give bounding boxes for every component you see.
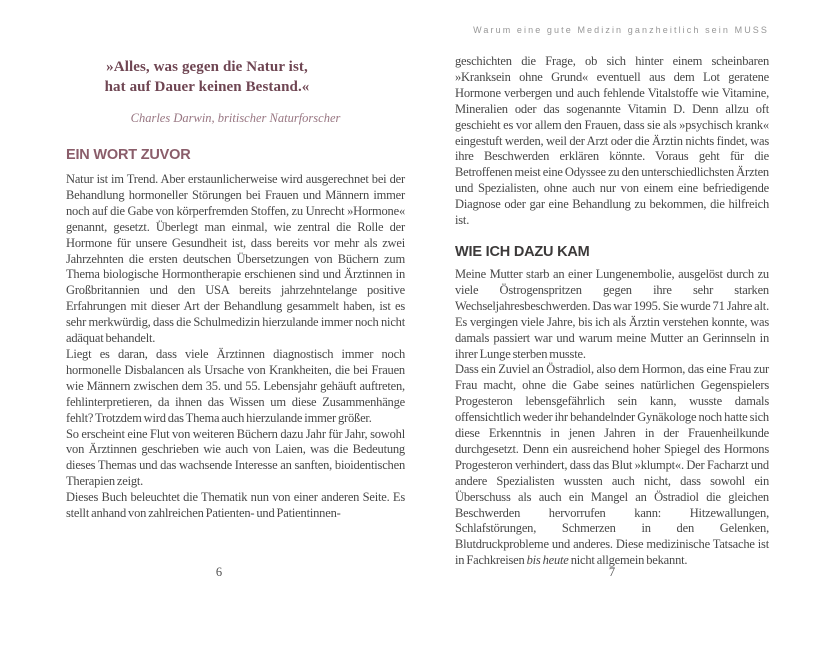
- section-heading-wie-ich-dazu-kam: WIE ICH DAZU KAM: [455, 243, 590, 260]
- paragraph: Dieses Buch beleuchtet die Thematik nun von einer anderen Seite. Es stellt anhand von zahlreichen Patienten- und Patientinnen-: [66, 490, 405, 521]
- page-left: [66, 0, 405, 648]
- page-right: [455, 0, 769, 648]
- running-header: Warum eine gute Medizin ganzheitlich sein MUSS: [473, 25, 769, 35]
- paragraph: Dass ein Zuviel an Östradiol, also dem Hormon, das eine Frau zur Frau macht, ohne die Gabe seines natürlichen Gegenspielers Progesteron lebensgefährlich sein kann, wusste damals offensichtlich weder ihr behandelnder Gynäkologe noch hatte sich diese Erkenntnis in jenen Jahren in der Frauenheilkunde durchgesetzt. Denn ein ausreichend hoher Spiegel des Hormons Progesteron verhindert, dass das Blut »klumpt«. Der Facharzt und andere Spezialisten wussten auch nicht, dass sowohl ein Überschuss als auch ein Mangel an Östradiol die gleichen Beschwerden hervorrufen kann: Hitzewallungen, Schlafstörungen, Schmerzen in den Gelenken, Blutdruckprobleme und anderes. Diese medizinische Tatsache ist in Fachkreisen bis heute nicht allgemein bekannt.: [455, 362, 769, 568]
- body-text-right-bottom: [455, 267, 769, 569]
- epigraph-line-1: »Alles, was gegen die Natur ist,: [106, 59, 308, 75]
- epigraph-quote: [66, 57, 348, 97]
- paragraph: geschichten die Frage, ob sich hinter einem scheinbaren »Kranksein ohne Grund« eventuell aus dem Lot geratene Hormone verbergen und auch fehlende Vitalstoffe wie Vitamine, Mineralien oder das sogenannte Vitamin D. Denn allzu oft geschieht es vor allem den Frauen, dass sie als »psychisch krank« eingestuft werden, weil der Arzt oder die Ärztin nichts findet, was ihre Beschwerden erklären könnte. Voraus geht für die Betroffenen meist eine Odyssee zu den unterschiedlichsten Ärzten und Spezialisten, ohne auch nur von einem eine befriedigende Diagnose oder gar eine Behandlung zu bekommen, die hilfreich ist.: [455, 54, 769, 228]
- paragraph: So erscheint eine Flut von weiteren Büchern dazu Jahr für Jahr, sowohl von Ärztinnen geschrieben wie auch von Laien, was die Bedeutung dieses Themas und das wachsende Interesse an sanften, bioidentischen Therapien zeigt.: [66, 426, 405, 489]
- epigraph-attribution: Charles Darwin, britischer Naturforscher: [130, 111, 341, 125]
- body-text-left: [66, 172, 405, 522]
- section-heading-ein-wort-zuvor: EIN WORT ZUVOR: [66, 147, 191, 163]
- epigraph-line-2: hat auf Dauer keinen Bestand.«: [104, 79, 310, 95]
- paragraph: Natur ist im Trend. Aber erstaunlicherweise wird ausgerechnet bei der Behandlung hormoneller Störungen bei Frauen und Männern immer noch auf die Gabe von körperfremden Stoffen, zu Unrecht »Hormone« genannt, gesetzt. Überlegt man einmal, wie zentral die Rolle der Hormone für unsere Gesundheit ist, dass bereits vor mehr als zwei Jahrzehnten die ersten deutschen Übersetzungen von Büchern zum Thema biologische Hormontherapie erschienen sind und Ärztinnen in Großbritannien und den USA bereits jahrzehntelange positive Erfahrungen mit dieser Art der Behandlung gesammelt haben, ist es sehr merkwürdig, dass die Schulmedizin hierzulande immer noch nicht adäquat behandelt.: [66, 172, 405, 346]
- page-number-right: 7: [608, 565, 616, 579]
- page-number-left: 6: [215, 565, 223, 579]
- paragraph: Liegt es daran, dass viele Ärztinnen diagnostisch immer noch hormonelle Disbalancen als Ursache von Krankheiten, die bei Frauen wie Männern zwischen dem 35. und 55. Lebensjahr gehäuft auftreten, fehlinterpretieren, da ihnen das Wissen um diese Zusammenhänge fehlt? Trotzdem wird das Thema auch hierzulande immer größer.: [66, 346, 405, 425]
- body-text-right-top: [455, 54, 769, 229]
- paragraph: Meine Mutter starb an einer Lungenembolie, ausgelöst durch zu viele Östrogenspritzen gegen ihre sehr starken Wechseljahresbeschwerden. Das war 1995. Sie wurde 71 Jahre alt. Es vergingen viele Jahre, bis ich als Ärztin verstehen konnte, was damals passiert war und warum meine Mutter an Gerinnseln in ihrer Lunge sterben musste.: [455, 266, 769, 361]
